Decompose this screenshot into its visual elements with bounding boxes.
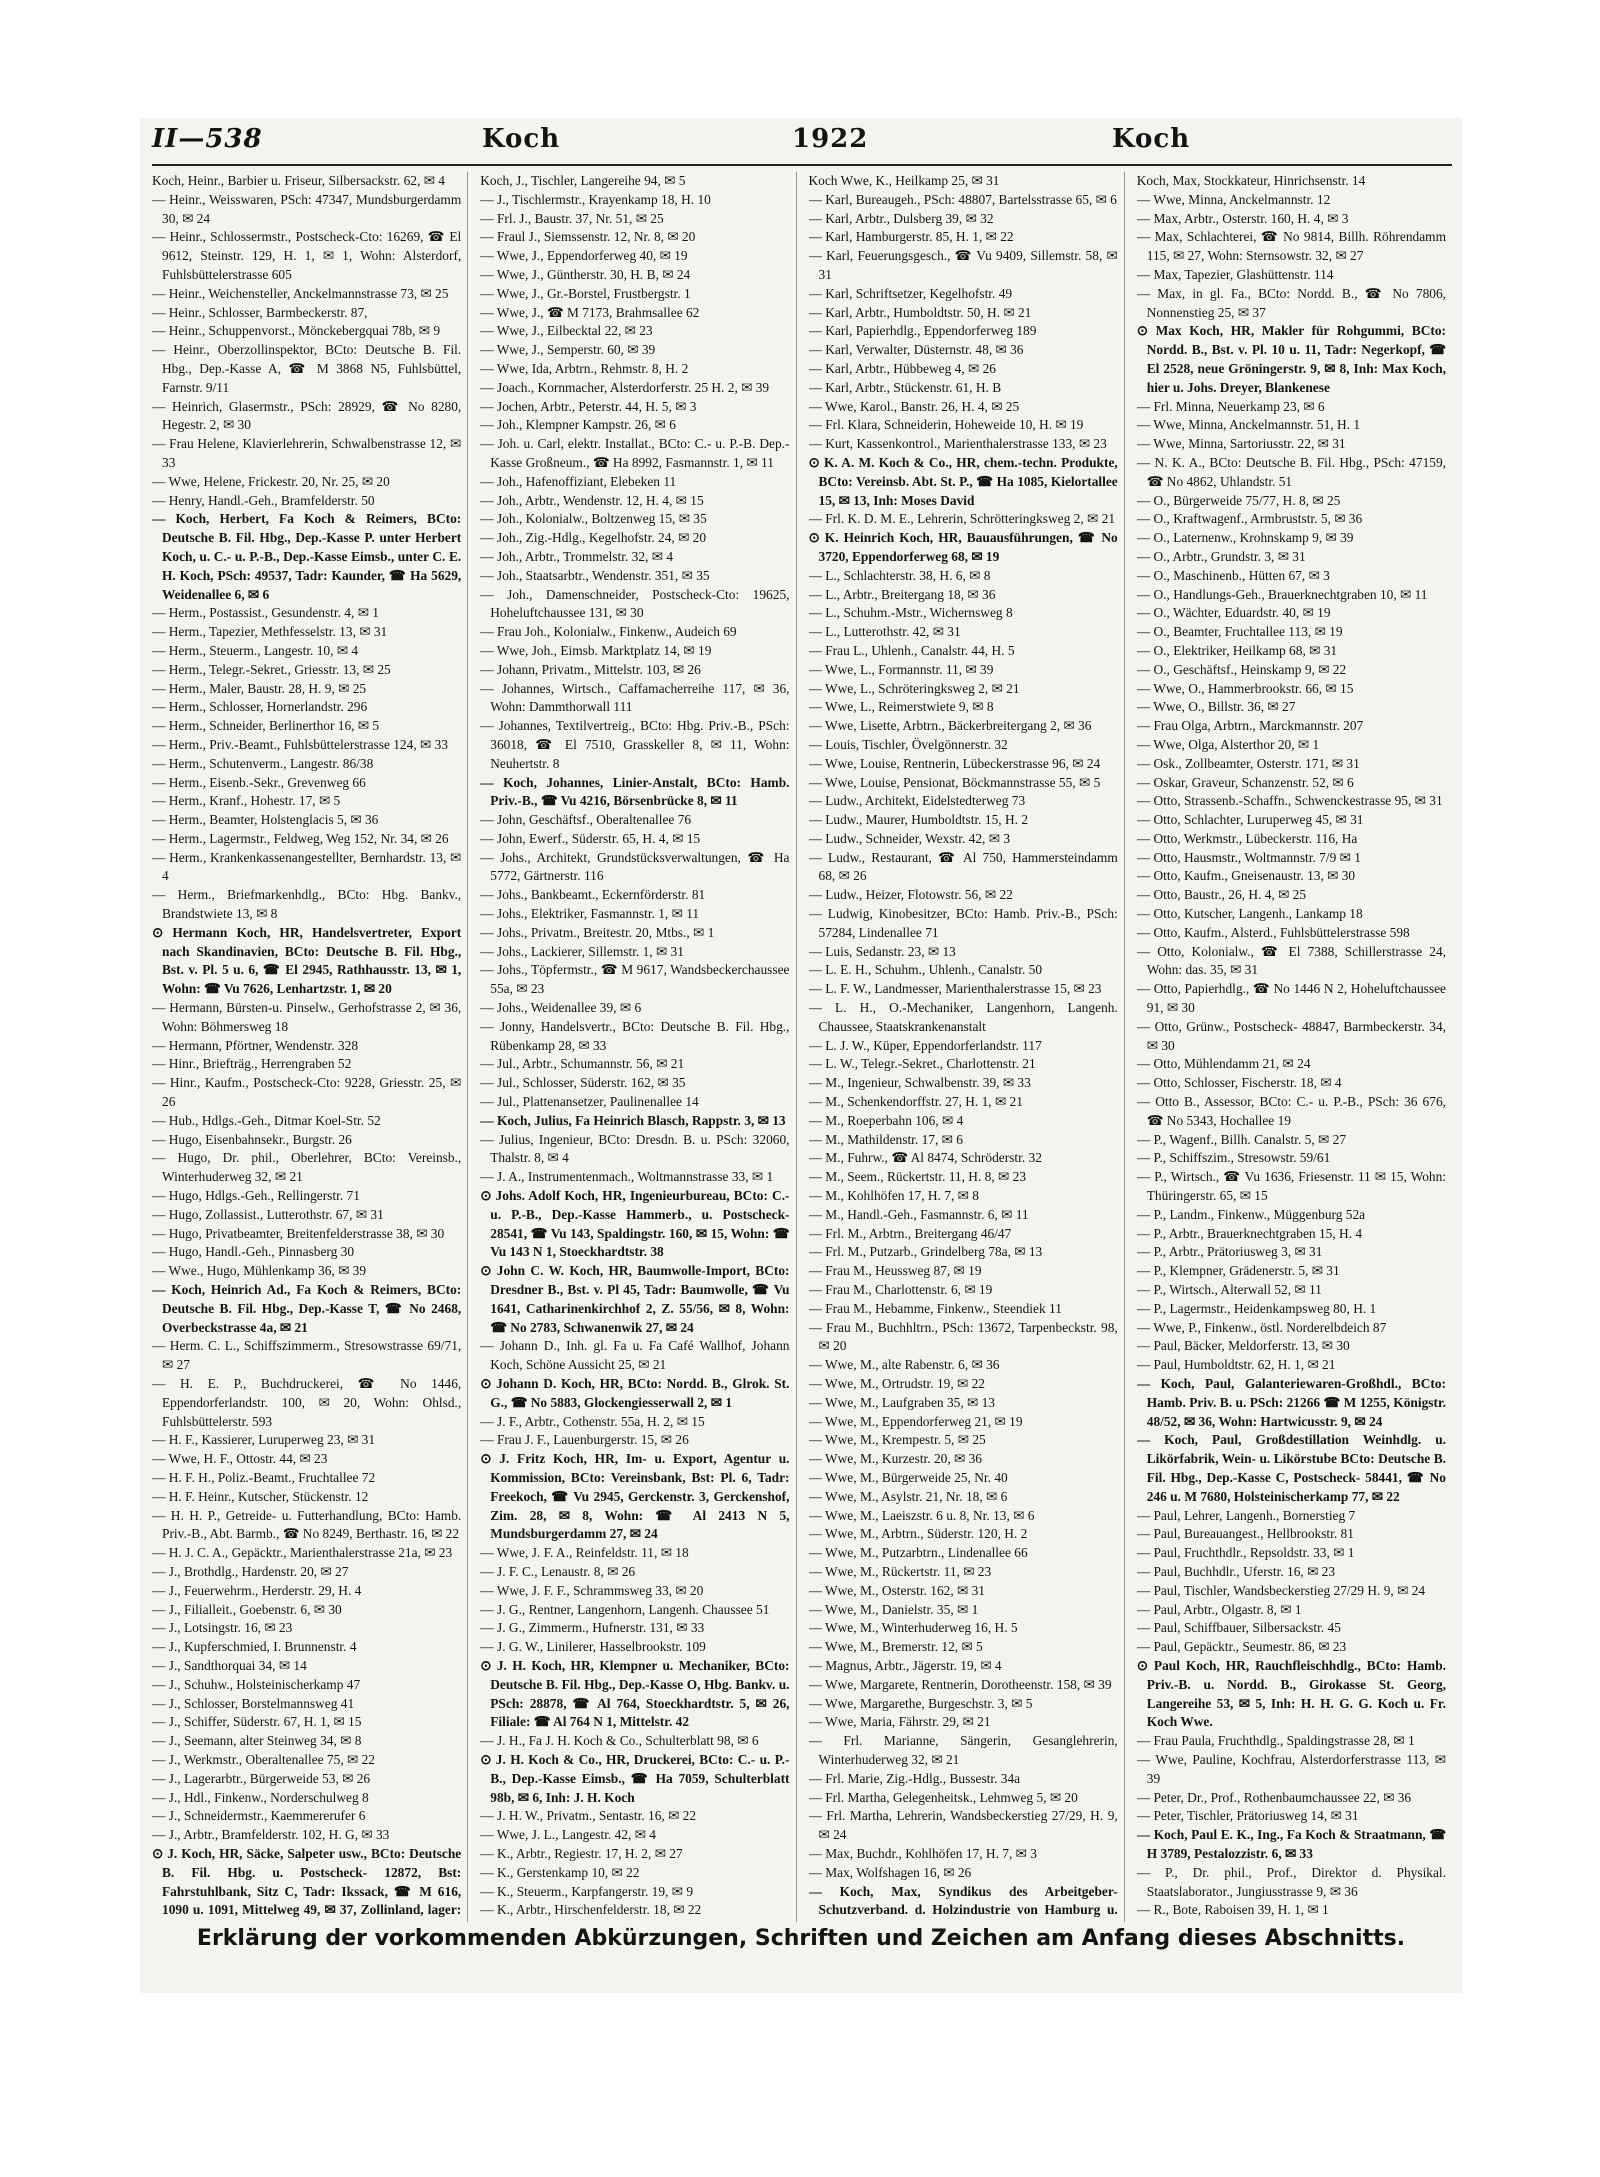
directory-entry: — Johannes, Wirtsch., Caffamacherreihe 117, ✉ 36, Wohn: Dammthorwall 111	[480, 680, 790, 715]
directory-entry: — Karl, Schriftsetzer, Kegelhofstr. 49	[808, 285, 1013, 301]
directory-entry: — L., Schlachterstr. 38, H. 6, ✉ 8	[808, 567, 991, 583]
directory-entry: — Wwe, L., Schröteringksweg 2, ✉ 21	[808, 680, 1020, 696]
directory-entry: — J., Tischlermstr., Krayenkamp 18, H. 10	[480, 191, 711, 207]
directory-entry: — Wwe, M., Osterstr. 162, ✉ 31	[808, 1582, 985, 1598]
directory-entry: — Kurt, Kassenkontrol., Marienthalerstrasse 133, ✉ 23	[808, 436, 1107, 452]
directory-entry: — Paul, Gepäcktr., Seumestr. 86, ✉ 23	[1136, 1639, 1347, 1655]
directory-entry: — Wwe, M., Laufgraben 35, ✉ 13	[808, 1394, 995, 1410]
directory-entry: — Wwe, M., Bremerstr. 12, ✉ 5	[808, 1639, 983, 1655]
directory-entry: — Jonny, Handelsvertr., BCto: Deutsche B. Fil. Hbg., Rübenkamp 28, ✉ 33	[480, 1018, 790, 1053]
directory-entry: — Wwe, J., Eppendorferweg 40, ✉ 19	[480, 248, 688, 264]
directory-entry: — Wwe, M., Kurzestr. 20, ✉ 36	[808, 1451, 982, 1467]
directory-entry: — Joh., Zig.-Hdlg., Kegelhofstr. 24, ✉ 20	[480, 530, 707, 546]
directory-entry: — Johann D., Inh. gl. Fa u. Fa Café Wallhof, Johann Koch, Schöne Aussicht 25, ✉ 21	[480, 1338, 790, 1373]
directory-entry: — O., Beamter, Fruchtallee 113, ✉ 19	[1136, 624, 1343, 640]
directory-entry: — Wwe, L., Reimerstwiete 9, ✉ 8	[808, 699, 994, 715]
directory-entry: — Herm., Telegr.-Sekret., Griesstr. 13, ✉ 25	[152, 661, 391, 677]
directory-entry: — P., Wirtsch., ☎ Vu 1636, Friesenstr. 11 ✉ 15, Wohn: Thüringerstr. 65, ✉ 15	[1136, 1169, 1446, 1204]
directory-entry: — Wwe, J. L., Langestr. 42, ✉ 4	[480, 1827, 656, 1843]
directory-entry: — L. J. W., Küper, Eppendorferlandstr. 117	[808, 1037, 1042, 1053]
directory-entry: — Frau Helene, Klavierlehrerin, Schwalbenstrasse 12, ✉ 33	[152, 436, 462, 470]
directory-entry: — Otto, Kolonialw., ☎ El 7388, Schillerstrasse 24, Wohn: das. 35, ✉ 31	[1136, 943, 1446, 978]
directory-entry: — Johs., Privatm., Breitestr. 20, Mtbs., ✉ 1	[480, 924, 715, 940]
directory-entry: — M., Kohlhöfen 17, H. 7, ✉ 8	[808, 1188, 979, 1204]
directory-entry: — R., Bote, Raboisen 39, H. 1, ✉ 1	[1136, 1902, 1329, 1918]
directory-entry: — Wwe, Maria, Fährstr. 29, ✉ 21	[808, 1714, 991, 1730]
directory-entry: ⊙ J. Koch, HR, Säcke, Salpeter usw., BCto: Deutsche B. Fil. Hbg. u. Postscheck- 12872, Bst: Fahrstuhlbank, Sitz C, Tadr: Ikssack, ☎ M 616, 1090 u. 1091, Mittelweg 49, ✉ 37, Zollinland, lager:	[152, 1845, 462, 1918]
directory-entry: — Herm., Maler, Baustr. 28, H. 9, ✉ 25	[152, 680, 367, 696]
directory-entry: — Wwe, M., Winterhuderweg 16, H. 5	[808, 1620, 1018, 1636]
directory-entry: — Wwe, Minna, Anckelmannstr. 12	[1136, 191, 1331, 207]
directory-entry: — Frl. Marie, Zig.-Hdlg., Bussestr. 34a	[808, 1770, 1021, 1786]
directory-entry: Koch, Max, Stockkateur, Hinrichsenstr. 14	[1136, 173, 1366, 188]
directory-entry: — Ludw., Restaurant, ☎ Al 750, Hammersteindamm 68, ✉ 26	[808, 849, 1118, 884]
directory-entry: — P., Landm., Finkenw., Müggenburg 52a	[1136, 1206, 1366, 1222]
directory-entry: — Paul, Tischler, Wandsbeckerstieg 27/29 H. 9, ✉ 24	[1136, 1582, 1426, 1598]
directory-entry: — Otto, Grünw., Postscheck- 48847, Barmbeckerstr. 34, ✉ 30	[1136, 1018, 1446, 1053]
directory-entry: — Herm., Steuerm., Langestr. 10, ✉ 4	[152, 642, 359, 658]
directory-entry: — Jul., Schlosser, Süderstr. 162, ✉ 35	[480, 1075, 686, 1091]
directory-entry: — Karl, Hamburgerstr. 85, H. 1, ✉ 22	[808, 229, 1014, 245]
directory-entry: — Paul, Arbtr., Olgastr. 8, ✉ 1	[1136, 1601, 1302, 1617]
directory-entry: — Wwe, M., Danielstr. 35, ✉ 1	[808, 1601, 979, 1617]
directory-entry: — Luis, Sedanstr. 23, ✉ 13	[808, 943, 956, 959]
directory-entry: — Karl, Papierhdlg., Eppendorferweg 189	[808, 323, 1037, 339]
directory-entry: — Wwe, Minna, Sartoriusstr. 22, ✉ 31	[1136, 436, 1346, 452]
directory-entry: — Otto, Schlosser, Fischerstr. 18, ✉ 4	[1136, 1075, 1342, 1091]
directory-entry: — Wwe, Pauline, Kochfrau, Alsterdorferstrasse 113, ✉ 39	[1136, 1751, 1446, 1786]
directory-entry: — Paul, Buchhdlr., Uferstr. 16, ✉ 23	[1136, 1563, 1336, 1579]
directory-entry: — Wwe, Helene, Frickestr. 20, Nr. 25, ✉ 20	[152, 473, 390, 489]
directory-entry: — Herm., Schutenverm., Langestr. 86/38	[152, 755, 374, 771]
directory-entry: — Joh., Arbtr., Wendenstr. 12, H. 4, ✉ 15	[480, 492, 704, 508]
directory-entry: — L., Schuhm.-Mstr., Wichernsweg 8	[808, 605, 1013, 621]
directory-entry: — Frl. Martha, Lehrerin, Wandsbeckerstieg 27/29, H. 9, ✉ 24	[808, 1808, 1118, 1843]
directory-entry: — Koch, Heinrich Ad., Fa Koch & Reimers, BCto: Deutsche B. Fil. Hbg., Dep.-Kasse T, ☎ No 2468, Overbeckstrasse 4a, ✉ 21	[152, 1282, 462, 1335]
directory-entry: — Frl. K. D. M. E., Lehrerin, Schrötteringksweg 2, ✉ 21	[808, 511, 1116, 527]
directory-entry: — Wwe, M., Bürgerweide 25, Nr. 40	[808, 1469, 1008, 1485]
directory-entry: — J. G. W., Linilerer, Hasselbrookstr. 109	[480, 1639, 706, 1655]
directory-entry: — Max, Schlachterei, ☎ No 9814, Billh. Röhrendamm 115, ✉ 27, Wohn: Sternsowstr. 32, ✉ 27	[1136, 229, 1446, 264]
directory-entry: — Frl. Martha, Gelegenheitsk., Lehmweg 5, ✉ 20	[808, 1789, 1078, 1805]
directory-entry: — J. F. C., Lenaustr. 8, ✉ 26	[480, 1563, 636, 1579]
directory-entry: — Otto B., Assessor, BCto: C.- u. P.-B., PSch: 36 676, ☎ No 5343, Hochallee 19	[1136, 1094, 1446, 1128]
directory-entry: — Herm., Schlosser, Hornerlandstr. 296	[152, 699, 368, 715]
directory-entry: — Wwe, Margarethe, Burgeschstr. 3, ✉ 5	[808, 1695, 1033, 1711]
directory-entry: — O., Geschäftsf., Heinskamp 9, ✉ 22	[1136, 661, 1347, 677]
directory-entry: — Wwe, O., Hammerbrookstr. 66, ✉ 15	[1136, 680, 1354, 696]
directory-year: 1922	[792, 124, 869, 154]
directory-entry: — Max, in gl. Fa., BCto: Nordd. B., ☎ No 7806, Nonnenstieg 25, ✉ 37	[1136, 285, 1446, 320]
directory-entry: — J., Kupferschmied, I. Brunnenstr. 4	[152, 1639, 357, 1655]
directory-entry: — Hugo, Zollassist., Lutterothstr. 67, ✉ 31	[152, 1206, 384, 1222]
directory-entry: — John, Geschäftsf., Oberaltenallee 76	[480, 812, 692, 828]
directory-entry: — Wwe, J., Eilbecktal 22, ✉ 23	[480, 323, 653, 339]
directory-entry: — Karl, Bureaugeh., PSch: 48807, Bartelsstrasse 65, ✉ 6	[808, 191, 1117, 207]
directory-entry: — Joh., Staatsarbtr., Wendenstr. 351, ✉ 35	[480, 567, 710, 583]
directory-entry: Koch, J., Tischler, Langereihe 94, ✉ 5	[480, 173, 686, 188]
directory-entry: — Heinr., Schlosser, Barmbeckerstr. 87,	[152, 304, 368, 320]
directory-entry: — Max, Arbtr., Osterstr. 160, H. 4, ✉ 3	[1136, 210, 1349, 226]
directory-entry: — Oskar, Graveur, Schanzenstr. 52, ✉ 6	[1136, 774, 1354, 790]
directory-entry: — Wwe, O., Billstr. 36, ✉ 27	[1136, 699, 1296, 715]
directory-entry: — Louis, Tischler, Övelgönnerstr. 32	[808, 736, 1008, 752]
directory-entry: ⊙ Hermann Koch, HR, Handelsvertreter, Export nach Skandinavien, BCto: Deutsche B. Fil. Hbg., Bst. v. Pl. 5 u. 6, ☎ El 2945, Rathhausstr. 13, ✉ 1, Wohn: ☎ Vu 7626, Lenhartzstr. 1, ✉ 20	[152, 924, 462, 997]
column-1	[152, 172, 468, 1922]
directory-entry: — Otto, Strassenb.-Schaffn., Schwenckestrasse 95, ✉ 31	[1136, 793, 1443, 809]
directory-entry: — Frl. J., Baustr. 37, Nr. 51, ✉ 25	[480, 210, 664, 226]
directory-entry: — Paul, Humboldtstr. 62, H. 1, ✉ 21	[1136, 1357, 1336, 1373]
directory-entry: — H. H. P., Getreide- u. Futterhandlung, BCto: Hamb. Priv.-B., Abt. Barmb., ☎ No 8249, Berthastr. 16, ✉ 22	[152, 1507, 462, 1542]
directory-entry: ⊙ Johann D. Koch, HR, BCto: Nordd. B., Glrok. St. G., ☎ No 5883, Glockengiesserwall 2, ✉ 1	[480, 1376, 790, 1410]
directory-entry: — Otto, Hausmstr., Woltmannstr. 7/9 ✉ 1	[1136, 849, 1361, 865]
directory-entry: — Frl. M., Arbtrn., Breitergang 46/47	[808, 1225, 1012, 1241]
directory-entry: — Herm., Schneider, Berlinerthor 16, ✉ 5	[152, 718, 380, 734]
directory-entry: — Frau L., Uhlenh., Canalstr. 44, H. 5	[808, 642, 1015, 658]
directory-entry: — Frau M., Hebamme, Finkenw., Steendiek 11	[808, 1300, 1062, 1316]
page-header	[152, 122, 1452, 166]
directory-entry: — Herm. C. L., Schiffszimmerm., Stresowstrasse 69/71, ✉ 27	[152, 1338, 462, 1373]
directory-entry: — Koch, Herbert, Fa Koch & Reimers, BCto: Deutsche B. Fil. Hbg., Dep.-Kasse P. unter Herbert Koch, u. C.- u. P.-B., Dep.-Kasse Eimsb., unter C. E. H. Koch, PSch: 49537, Tadr: Kaunder, ☎ Ha 5629, Weidenallee 6, ✉ 6	[152, 511, 462, 602]
directory-entry: — Ludw., Heizer, Flotowstr. 56, ✉ 22	[808, 887, 1013, 903]
directory-entry: — Joh., Arbtr., Trommelstr. 32, ✉ 4	[480, 548, 674, 564]
running-head-left: Koch	[482, 124, 561, 154]
directory-entry: ⊙ Max Koch, HR, Makler für Rohgummi, BCto: Nordd. B., Bst. v. Pl. 10 u. 11, Tadr: Negerkopf, ☎ El 2528, neue Gröningerstr. 9, ✉ 8, Inh: Max Koch, hier u. Johs. Dreyer, Blankenese	[1136, 323, 1446, 395]
directory-entry: — Karl, Feuerungsgesch., ☎ Vu 9409, Sillemstr. 58, ✉ 31	[808, 248, 1118, 282]
directory-entry: — J., Schiffer, Süderstr. 67, H. 1, ✉ 15	[152, 1714, 362, 1730]
directory-entry: — H. J. C. A., Gepäcktr., Marienthalerstrasse 21a, ✉ 23	[152, 1545, 453, 1561]
directory-entry: — Wwe, Olga, Alsterthor 20, ✉ 1	[1136, 736, 1320, 752]
column-2	[480, 172, 796, 1922]
directory-entry: — P., Wirtsch., Alterwall 52, ✉ 11	[1136, 1282, 1322, 1298]
directory-entry: — Frau Joh., Kolonialw., Finkenw., Audeich 69	[480, 624, 737, 640]
directory-entry: ⊙ Johs. Adolf Koch, HR, Ingenieurbureau, BCto: C.- u. P.-B., Dep.-Kasse Hammerb., u. Postscheck- 28541, ☎ Vu 143, Spaldingstr. 160, ✉ 15, Wohn: ☎ Vu 143 N 1, Stoeckhardtstr. 38	[480, 1188, 790, 1260]
directory-entry: — Frl. Klara, Schneiderin, Hoheweide 10, H. ✉ 19	[808, 417, 1084, 433]
directory-entry: — Jochen, Arbtr., Peterstr. 44, H. 5, ✉ 3	[480, 398, 697, 414]
directory-entry: — Johs., Töpfermstr., ☎ M 9617, Wandsbeckerchaussee 55a, ✉ 23	[480, 962, 790, 997]
directory-entry: ⊙ K. A. M. Koch & Co., HR, chem.-techn. Produkte, BCto: Vereinsb. Abt. St. P., ☎ Ha 1085, Kielortallee 15, ✉ 13, Inh: Moses David	[808, 454, 1118, 508]
directory-entry: — Wwe, M., Ortrudstr. 19, ✉ 22	[808, 1376, 985, 1391]
directory-entry: — Hinr., Briefträg., Herrengraben 52	[152, 1056, 352, 1072]
directory-entry: — Wwe, L., Formannstr. 11, ✉ 39	[808, 661, 994, 677]
directory-entry: — J., Arbtr., Bramfelderstr. 102, H. G, ✉ 33	[152, 1827, 390, 1843]
directory-page	[140, 118, 1462, 1993]
directory-entry: — Otto, Baustr., 26, H. 4, ✉ 25	[1136, 887, 1307, 903]
directory-entry: — Herm., Briefmarkenhdlg., BCto: Hbg. Bankv., Brandstwiete 13, ✉ 8	[152, 887, 462, 922]
directory-entry: — Wwe, Karol., Banstr. 26, H. 4, ✉ 25	[808, 398, 1020, 414]
directory-entry: — Henry, Handl.-Geh., Bramfelderstr. 50	[152, 492, 375, 508]
directory-entry: — J., Seemann, alter Steinweg 34, ✉ 8	[152, 1733, 362, 1749]
directory-entry: — Karl, Arbtr., Stückenstr. 61, H. B	[808, 379, 1002, 395]
directory-entry: — Herm., Kranf., Hohestr. 17, ✉ 5	[152, 793, 341, 809]
directory-entry: — Joh. u. Carl, elektr. Installat., BCto: C.- u. P.-B. Dep.-Kasse Großneum., ☎ Ha 8992, Fasmannstr. 1, ✉ 11	[480, 436, 790, 470]
directory-entry: — Koch, Paul, Galanteriewaren-Großhdl., BCto: Hamb. Priv. B. u. PSch: 21266 ☎ M 1255, Königstr. 48/52, ✉ 36, Wohn: Hartwicusstr. 9, ✉ 24	[1136, 1376, 1446, 1429]
directory-entry: — Otto, Kutscher, Langenh., Lankamp 18	[1136, 906, 1363, 922]
directory-entry: — Wwe, M., Asylstr. 21, Nr. 18, ✉ 6	[808, 1488, 1008, 1504]
column-4	[1137, 172, 1452, 1922]
directory-entry: — N. K. A., BCto: Deutsche B. Fil. Hbg., PSch: 47159, ☎ No 4862, Uhlandstr. 51	[1136, 454, 1446, 489]
running-head-right: Koch	[1112, 124, 1191, 154]
directory-entry: — Wwe, J., Gr.-Borstel, Frustbergstr. 1	[480, 285, 691, 301]
directory-entry: — H. F. H., Poliz.-Beamt., Fruchtallee 72	[152, 1469, 376, 1485]
directory-entry: — Frau Olga, Arbtrn., Marckmannstr. 207	[1136, 718, 1364, 734]
directory-entry: — O., Handlungs-Geh., Brauerknechtgraben 10, ✉ 11	[1136, 586, 1428, 602]
directory-entry: — Max, Tapezier, Glashüttenstr. 114	[1136, 266, 1334, 282]
directory-entry: — Frau J. F., Lauenburgerstr. 15, ✉ 26	[480, 1432, 689, 1448]
directory-entry: — Frl. M., Putzarb., Grindelberg 78a, ✉ 13	[808, 1244, 1043, 1260]
directory-entry: — Herm., Priv.-Beamt., Fuhlsbüttelerstrasse 124, ✉ 33	[152, 736, 448, 752]
directory-entry: — Joh., Damenschneider, Postscheck-Cto: 19625, Hoheluftchaussee 131, ✉ 30	[480, 586, 790, 621]
directory-entry: Koch Wwe, K., Heilkamp 25, ✉ 31	[808, 173, 1000, 188]
directory-entry: — J., Lotsingstr. 16, ✉ 23	[152, 1620, 293, 1636]
directory-entry: — Wwe, Joh., Eimsb. Marktplatz 14, ✉ 19	[480, 642, 712, 658]
directory-entry: — J., Feuerwehrm., Herderstr. 29, H. 4	[152, 1582, 362, 1598]
directory-entry: — Otto, Papierhdlg., ☎ No 1446 N 2, Hoheluftchaussee 91, ✉ 30	[1136, 981, 1446, 1016]
directory-entry: — J. F., Arbtr., Cothenstr. 55a, H. 2, ✉ 15	[480, 1413, 705, 1429]
directory-entry: — Paul, Bureauangest., Hellbrookstr. 81	[1136, 1526, 1354, 1542]
directory-entry: — Ludw., Schneider, Wexstr. 42, ✉ 3	[808, 830, 1011, 846]
directory-entry: — O., Maschinenb., Hütten 67, ✉ 3	[1136, 567, 1330, 583]
directory-entry: — J., Hdl., Finkenw., Norderschulweg 8	[152, 1789, 369, 1805]
directory-entry: — Wwe, J., ☎ M 7173, Brahmsallee 62	[480, 304, 700, 320]
directory-entry: — Wwe, Louise, Pensionat, Böckmannstrasse 55, ✉ 5	[808, 774, 1101, 790]
directory-entry: — Herm., Krankenkassenangestellter, Bernhardstr. 13, ✉ 4	[152, 849, 462, 884]
directory-entry: — H. F. Heinr., Kutscher, Stückenstr. 12	[152, 1488, 369, 1504]
directory-entry: — J., Filialleit., Goebenstr. 6, ✉ 30	[152, 1601, 342, 1617]
directory-entry: — Heinr., Schlossermstr., Postscheck-Cto: 16269, ☎ El 9612, Steinstr. 129, H. 1, ✉ 1, Wohn: Alsterdorf, Fuhlsbüttelerstrasse 605	[152, 229, 462, 282]
directory-entry: — Otto, Kaufm., Alsterd., Fuhlsbüttelerstrasse 598	[1136, 924, 1410, 940]
directory-entry: — Heinr., Weichensteller, Anckelmannstrasse 73, ✉ 25	[152, 285, 449, 301]
directory-entry: — Wwe, Louise, Rentnerin, Lübeckerstrasse 96, ✉ 24	[808, 755, 1101, 771]
directory-entry: — J., Werkmstr., Oberaltenallee 75, ✉ 22	[152, 1751, 375, 1767]
directory-entry: — Wwe, J. F. A., Reinfeldstr. 11, ✉ 18	[480, 1545, 689, 1561]
directory-entry: — Hugo, Dr. phil., Oberlehrer, BCto: Vereinsb., Winterhuderweg 32, ✉ 21	[152, 1150, 462, 1185]
directory-entry: — Wwe, M., Arbtrn., Süderstr. 120, H. 2	[808, 1526, 1028, 1542]
directory-entry: — J., Schuhw., Holsteinischerkamp 47	[152, 1676, 361, 1692]
directory-entry: — O., Wächter, Eduardstr. 40, ✉ 19	[1136, 605, 1331, 621]
directory-entry: — Joh., Klempner Kampstr. 26, ✉ 6	[480, 417, 676, 433]
directory-entry: — Jul., Arbtr., Schumannstr. 56, ✉ 21	[480, 1056, 685, 1072]
directory-entry: — P., Wagenf., Billh. Canalstr. 5, ✉ 27	[1136, 1131, 1347, 1147]
directory-entry: — H. E. P., Buchdruckerei, ☎ No 1446, Eppendorferlandstr. 100, ✉ 20, Wohn: Ohlsd., Fuhlsbüttelerstr. 593	[152, 1376, 462, 1429]
directory-entry: — J. H. W., Privatm., Sentastr. 16, ✉ 22	[480, 1808, 697, 1824]
directory-entry: — Otto, Mühlendamm 21, ✉ 24	[1136, 1056, 1311, 1072]
directory-entry: — Karl, Arbtr., Hübbeweg 4, ✉ 26	[808, 360, 997, 376]
directory-entry: — L., Lutterothstr. 42, ✉ 31	[808, 624, 961, 640]
directory-entry: ⊙ John C. W. Koch, HR, Baumwolle-Import, BCto: Dresdner B., Bst. v. Pl 45, Tadr: Baumwolle, ☎ Vu 1641, Catharinenkirchhof 2, Z. 55/56, ✉ 8, Wohn: ☎ No 2783, Schwanenwik 27, ✉ 24	[480, 1263, 790, 1335]
directory-entry: — Wwe., Hugo, Mühlenkamp 36, ✉ 39	[152, 1263, 367, 1279]
directory-entry: — Peter, Dr., Prof., Rothenbaumchaussee 22, ✉ 36	[1136, 1789, 1412, 1805]
directory-entry: — Frau M., Heussweg 87, ✉ 19	[808, 1263, 982, 1279]
directory-entry: — O., Bürgerweide 75/77, H. 8, ✉ 25	[1136, 492, 1341, 508]
directory-entry: — Wwe, P., Finkenw., östl. Norderelbdeich 87	[1136, 1319, 1387, 1335]
directory-entry: — Wwe, M., alte Rabenstr. 6, ✉ 36	[808, 1357, 1000, 1373]
directory-entry: — H. F., Kassierer, Luruperweg 23, ✉ 31	[152, 1432, 376, 1448]
directory-entry: — O., Arbtr., Grundstr. 3, ✉ 31	[1136, 548, 1306, 564]
directory-entry: — Magnus, Arbtr., Jägerstr. 19, ✉ 4	[808, 1657, 1002, 1673]
directory-entry: — K., Steuerm., Karpfangerstr. 19, ✉ 9	[480, 1883, 694, 1899]
directory-entry: — Ludw., Maurer, Humboldtstr. 15, H. 2	[808, 812, 1029, 828]
directory-entry: — Paul, Bäcker, Meldorferstr. 13, ✉ 30	[1136, 1338, 1350, 1354]
directory-entry: — Frau M., Buchhltrn., PSch: 13672, Tarpenbeckstr. 98, ✉ 20	[808, 1319, 1118, 1354]
directory-entry: — Heinr., Oberzollinspektor, BCto: Deutsche B. Fil. Hbg., Dep.-Kasse A, ☎ M 3868 N5, Fuhlsbüttel, Farnstr. 9/11	[152, 342, 462, 395]
directory-entry: — Paul, Lehrer, Langenh., Bornerstieg 7	[1136, 1507, 1356, 1523]
directory-entry: — Heinrich, Glasermstr., PSch: 28929, ☎ No 8280, Hegestr. 2, ✉ 30	[152, 398, 462, 433]
directory-entry: — P., Arbtr., Brauerknechtgraben 15, H. 4	[1136, 1225, 1363, 1241]
directory-entry: — Heinr., Schuppenvorst., Mönckebergquai 78b, ✉ 9	[152, 323, 441, 339]
directory-entry: — M., Mathildenstr. 17, ✉ 6	[808, 1131, 963, 1147]
directory-entry: — Paul, Fruchthdlr., Repsoldstr. 33, ✉ 1	[1136, 1545, 1355, 1561]
directory-entry: — Joh., Kolonialw., Boltzenweg 15, ✉ 35	[480, 511, 707, 527]
directory-entry: — Wwe, J. F. F., Schrammsweg 33, ✉ 20	[480, 1582, 704, 1598]
directory-entry: — Heinr., Weisswaren, PSch: 47347, Mundsburgerdamm 30, ✉ 24	[152, 191, 462, 226]
directory-entry: — J. H., Fa J. H. Koch & Co., Schulterblatt 98, ✉ 6	[480, 1733, 759, 1749]
directory-entry: — J., Schneidermstr., Kaemmererufer 6	[152, 1808, 366, 1824]
directory-entry: — Wwe, J., Güntherstr. 30, H. B, ✉ 24	[480, 266, 691, 282]
directory-entry: — Hermann, Pförtner, Wendenstr. 328	[152, 1037, 359, 1053]
directory-entry: — Herm., Lagermstr., Feldweg, Weg 152, Nr. 34, ✉ 26	[152, 830, 449, 846]
directory-entry: — K., Gerstenkamp 10, ✉ 22	[480, 1864, 640, 1880]
directory-entry: — Johann, Privatm., Mittelstr. 103, ✉ 26	[480, 661, 701, 677]
directory-entry: — L. F. W., Landmesser, Marienthalerstrasse 15, ✉ 23	[808, 981, 1102, 997]
directory-entry: — Johs., Bankbeamt., Eckernförderstr. 81	[480, 887, 706, 903]
directory-entry: — Wwe, J., Semperstr. 60, ✉ 39	[480, 342, 656, 358]
directory-entry: — M., Seem., Rückertstr. 11, H. 8, ✉ 23	[808, 1169, 1027, 1185]
directory-entry: — J. A., Instrumentenmach., Woltmannstrasse 33, ✉ 1	[480, 1169, 774, 1185]
abbreviation-note: Erklärung der vorkommenden Abkürzungen, Schriften und Zeichen am Anfang dieses Abschnitts.	[196, 1926, 1406, 1951]
directory-entry: — J. G., Zimmerm., Hufnerstr. 131, ✉ 33	[480, 1620, 705, 1636]
directory-entry: — Max, Buchdr., Kohlhöfen 17, H. 7, ✉ 3	[808, 1845, 1037, 1861]
directory-entry: — Peter, Tischler, Prätoriusweg 14, ✉ 31	[1136, 1808, 1359, 1824]
directory-entry: — Ludwig, Kinobesitzer, BCto: Hamb. Priv.-B., PSch: 57284, Lindenallee 71	[808, 906, 1118, 940]
directory-entry: ⊙ Paul Koch, HR, Rauchfleischhdlg., BCto: Hamb. Priv.-B. u. Nordd. B., Girokasse St. Georg, Langereihe 53, ✉ 5, Inh: H. H. G. G. Koch u. Fr. Koch Wwe.	[1136, 1657, 1446, 1730]
directory-entry: ⊙ J. Fritz Koch, HR, Im- u. Export, Agentur u. Kommission, BCto: Vereinsbank, Bst: Pl. 6, Tadr: Freekoch, ☎ Vu 2945, Gerckenstr. 3, Gerckenshof, Zim. 28, ✉ 8, Wohn: ☎ Al 2413 N 5, Mundsburgerdamm 27, ✉ 24	[480, 1451, 790, 1542]
directory-entry: — Hugo, Handl.-Geh., Pinnasberg 30	[152, 1244, 355, 1260]
directory-entry: — Otto, Werkmstr., Lübeckerstr. 116, Ha	[1136, 830, 1358, 846]
directory-entry: — Herm., Eisenb.-Sekr., Grevenweg 66	[152, 774, 366, 790]
directory-entry: — Frl. Minna, Neuerkamp 23, ✉ 6	[1136, 398, 1325, 414]
directory-entry: — Max, Wolfshagen 16, ✉ 26	[808, 1864, 972, 1880]
directory-entry: — M., Fuhrw., ☎ Al 8474, Schröderstr. 32	[808, 1150, 1042, 1166]
directory-entry: — P., Arbtr., Prätoriusweg 3, ✉ 31	[1136, 1244, 1323, 1260]
directory-entry: — Frau M., Charlottenstr. 6, ✉ 19	[808, 1282, 993, 1298]
column-3	[809, 172, 1125, 1922]
directory-entry: — John, Ewerf., Süderstr. 65, H. 4, ✉ 15	[480, 830, 701, 846]
directory-entry: — Johs., Elektriker, Fasmannstr. 1, ✉ 11	[480, 906, 700, 922]
directory-entry: — L. H., O.-Mechaniker, Langenhorn, Langenh. Chaussee, Staatskrankenanstalt	[808, 1000, 1118, 1034]
directory-entry: — Otto, Kaufm., Gneisenaustr. 13, ✉ 30	[1136, 868, 1356, 884]
directory-entry: — Jul., Plattenansetzer, Paulinenallee 14	[480, 1094, 699, 1110]
directory-entry: — Karl, Arbtr., Dulsberg 39, ✉ 32	[808, 210, 994, 226]
directory-entry: — Hugo, Hdlgs.-Geh., Rellingerstr. 71	[152, 1188, 360, 1204]
directory-entry: — Joh., Hafenoffiziant, Elebeken 11	[480, 473, 677, 489]
directory-entry: — Karl, Verwalter, Düsternstr. 48, ✉ 36	[808, 342, 1024, 358]
directory-entry: — Herm., Postassist., Gesundenstr. 4, ✉ 1	[152, 605, 379, 621]
directory-entry: — Wwe, M., Laeiszstr. 6 u. 8, Nr. 13, ✉ 6	[808, 1507, 1035, 1523]
directory-entry: — O., Laternenw., Krohnskamp 9, ✉ 39	[1136, 530, 1354, 546]
directory-entry: — K., Arbtr., Regiestr. 17, H. 2, ✉ 27	[480, 1845, 683, 1861]
directory-entry: — Koch, Paul E. K., Ing., Fa Koch & Straatmann, ☎ H 3789, Pestalozzistr. 6, ✉ 33	[1136, 1827, 1446, 1861]
directory-entry: — P., Schiffszim., Stresowstr. 59/61	[1136, 1150, 1331, 1166]
directory-entry: — P., Lagermstr., Heidenkampsweg 80, H. 1	[1136, 1300, 1377, 1316]
directory-entry: — Johannes, Textilvertreig., BCto: Hbg. Priv.-B., PSch: 36018, ☎ El 7510, Grasskeller 8, ✉ 11, Wohn: Neuhertstr. 8	[480, 718, 790, 771]
directory-entry	[480, 1920, 789, 1922]
directory-entry: — Julius, Ingenieur, BCto: Dresdn. B. u. PSch: 32060, Thalstr. 8, ✉ 4	[480, 1131, 790, 1166]
directory-entry: — M., Handl.-Geh., Fasmannstr. 6, ✉ 11	[808, 1206, 1029, 1222]
directory-entry: ⊙ J. H. Koch & Co., HR, Druckerei, BCto: C.- u. P.-B., Dep.-Kasse Eimsb., ☎ Ha 7059, Schulterblatt 98b, ✉ 6, Inh: J. H. Koch	[480, 1751, 790, 1805]
directory-entry: — Wwe, Minna, Anckelmannstr. 51, H. 1	[1136, 417, 1361, 433]
directory-entry: — Frau Paula, Fruchthdlg., Spaldingstrasse 28, ✉ 1	[1136, 1733, 1415, 1749]
directory-entry: — Johs., Architekt, Grundstücksverwaltungen, ☎ Ha 5772, Gärtnerstr. 116	[480, 849, 790, 884]
directory-entry: — O., Kraftwagenf., Armbruststr. 5, ✉ 36	[1136, 511, 1363, 527]
directory-entry: — Koch, Johannes, Linier-Anstalt, BCto: Hamb. Priv.-B., ☎ Vu 4216, Börsenbrücke 8, ✉ 11	[480, 774, 790, 809]
directory-entry: — Frl. Marianne, Sängerin, Gesanglehrerin, Winterhuderweg 32, ✉ 21	[808, 1733, 1118, 1767]
directory-entry: — Wwe, M., Krempestr. 5, ✉ 25	[808, 1432, 986, 1448]
directory-entry: — Johs., Weidenallee 39, ✉ 6	[480, 1000, 642, 1016]
directory-entry: — J., Lagerarbtr., Bürgerweide 53, ✉ 26	[152, 1770, 371, 1786]
directory-entry: Koch, Heinr., Barbier u. Friseur, Silbersackstr. 62, ✉ 4	[152, 173, 445, 188]
directory-entry: — M., Schenkendorffstr. 27, H. 1, ✉ 21	[808, 1094, 1023, 1110]
directory-entry: — P., Dr. phil., Prof., Direktor d. Physikal. Staatslaborator., Jungiusstrasse 9, ✉ 36	[1136, 1864, 1446, 1899]
directory-entry: ⊙ K. Heinrich Koch, HR, Bauausführungen, ☎ No 3720, Eppendorferweg 68, ✉ 19	[808, 530, 1118, 564]
directory-entry	[1137, 1920, 1446, 1922]
directory-entry: — M., Ingenieur, Schwalbenstr. 39, ✉ 33	[808, 1075, 1031, 1091]
directory-entry: — Hub., Hdlgs.-Geh., Ditmar Koel-Str. 52	[152, 1112, 381, 1128]
directory-entry: — Koch, Julius, Fa Heinrich Blasch, Rappstr. 3, ✉ 13	[480, 1112, 786, 1128]
directory-entry: — Hugo, Eisenbahnsekr., Burgstr. 26	[152, 1131, 352, 1147]
directory-entry: — Hinr., Kaufm., Postscheck-Cto: 9228, Griesstr. 25, ✉ 26	[152, 1075, 462, 1110]
directory-entry: — J. G., Rentner, Langenhorn, Langenh. Chaussee 51	[480, 1601, 770, 1617]
directory-entry: — Paul, Schiffbauer, Silbersackstr. 45	[1136, 1620, 1341, 1636]
directory-entry: — Osk., Zollbeamter, Osterstr. 171, ✉ 31	[1136, 755, 1360, 771]
directory-entry: — Hermann, Bürsten-u. Pinselw., Gerhofstrasse 2, ✉ 36, Wohn: Böhmersweg 18	[152, 1000, 462, 1034]
directory-entry: — J., Sandthorquai 34, ✉ 14	[152, 1657, 307, 1673]
directory-entry: — Fraul J., Siemssenstr. 12, Nr. 8, ✉ 20	[480, 229, 696, 245]
directory-entry: ⊙ J. H. Koch, HR, Klempner u. Mechaniker, BCto: Deutsche B. Fil. Hbg., Dep.-Kasse O, Hbg. Bankv. u. PSch: 28878, ☎ Al 764, Stoeckhardtstr. 5, ✉ 26, Filiale: ☎ Al 764 N 1, Mittelstr. 42	[480, 1657, 790, 1730]
directory-entry: — Johs., Lackierer, Sillemstr. 1, ✉ 31	[480, 943, 684, 959]
directory-entry: — J., Schlosser, Borstelmannsweg 41	[152, 1695, 355, 1711]
directory-entry: — Karl, Arbtr., Humboldtstr. 50, H. ✉ 21	[808, 304, 1032, 320]
directory-entry: — L. E. H., Schuhm., Uhlenh., Canalstr. 50	[808, 962, 1043, 978]
directory-entry: — O., Elektriker, Heilkamp 68, ✉ 31	[1136, 642, 1338, 658]
directory-entry: — L. W., Telegr.-Sekret., Charlottenstr. 21	[808, 1056, 1036, 1072]
directory-entry: — Joach., Kornmacher, Alsterdorferstr. 25 H. 2, ✉ 39	[480, 379, 770, 395]
directory-columns	[152, 172, 1452, 1922]
directory-entry: — J., Brothdlg., Hardenstr. 20, ✉ 27	[152, 1563, 349, 1579]
directory-entry: — K., Arbtr., Hirschenfelderstr. 18, ✉ 22	[480, 1902, 702, 1918]
directory-entry: — Koch, Max, Syndikus des Arbeitgeber-Schutzverband. d. Holzindustrie von Hamburg u.	[808, 1883, 1118, 1918]
directory-entry: — Wwe, M., Rückertstr. 11, ✉ 23	[808, 1563, 992, 1579]
directory-entry: — Otto, Schlachter, Luruperweg 45, ✉ 31	[1136, 812, 1364, 828]
directory-entry: — Herm., Tapezier, Methfesselstr. 13, ✉ 31	[152, 624, 388, 640]
directory-entry: — Wwe, M., Eppendorferweg 21, ✉ 19	[808, 1413, 1023, 1429]
directory-entry: — Wwe, Ida, Arbtrn., Rehmstr. 8, H. 2	[480, 360, 689, 376]
directory-entry: — P., Klempner, Grädenerstr. 5, ✉ 31	[1136, 1263, 1340, 1279]
directory-entry: — Wwe, H. F., Ottostr. 44, ✉ 23	[152, 1451, 328, 1467]
directory-entry: — M., Roeperbahn 106, ✉ 4	[808, 1112, 964, 1128]
directory-entry: — Wwe, M., Putzarbtrn., Lindenallee 66	[808, 1545, 1028, 1561]
directory-entry: — Koch, Paul, Großdestillation Weinhdlg. u. Likörfabrik, Wein- u. Likörstube BCto: Deutsche B. Fil. Hbg., Dep.-Kasse C, Postscheck- 58441, ☎ No 246 u. M 7680, Holsteinischerkamp 77, ✉ 22	[1136, 1432, 1446, 1504]
page-number: II—538	[152, 124, 263, 154]
directory-entry: — Wwe, Margarete, Rentnerin, Dorotheenstr. 158, ✉ 39	[808, 1676, 1112, 1692]
directory-entry: — L., Arbtr., Breitergang 18, ✉ 36	[808, 586, 996, 602]
directory-entry: — Ludw., Architekt, Eidelstedterweg 73	[808, 793, 1026, 809]
directory-entry: — Hugo, Privatbeamter, Breitenfelderstrasse 38, ✉ 30	[152, 1225, 445, 1241]
directory-entry: — Wwe, Lisette, Arbtrn., Bäckerbreitergang 2, ✉ 36	[808, 718, 1092, 734]
directory-entry: — Herm., Beamter, Holstenglacis 5, ✉ 36	[152, 812, 379, 828]
